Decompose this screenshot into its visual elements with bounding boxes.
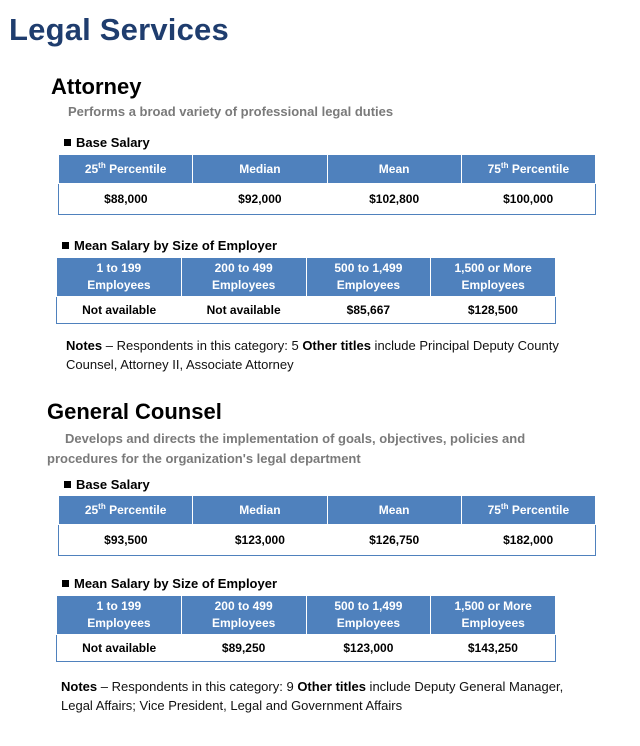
col-header-median: Median — [193, 496, 327, 525]
cell-1-to-199: Not available — [57, 635, 182, 662]
notes-label: Notes — [66, 338, 103, 353]
cell-1500-or-more: $143,250 — [431, 635, 556, 662]
cell-75th-percentile: $182,000 — [461, 525, 595, 556]
cell-mean: $126,750 — [327, 525, 461, 556]
cell-75th-percentile: $100,000 — [461, 184, 595, 215]
cell-200-to-499: Not available — [181, 297, 306, 324]
job-description-attorney: Performs a broad variety of professional legal duties — [68, 104, 394, 119]
col-header-200-to-499: 200 to 499 Employees — [181, 596, 306, 635]
col-header-1500-or-more: 1,500 or More Employees — [431, 258, 556, 297]
job-description-general-counsel: Develops and directs the implementation of goals, objectives, policies and procedures for the organization's legal department — [47, 431, 526, 466]
bullet-square-icon — [64, 139, 71, 146]
notes-attorney — [66, 336, 586, 374]
job-title-attorney: Attorney — [51, 74, 142, 99]
table-row — [59, 184, 596, 215]
employer-size-table-general-counsel — [56, 595, 556, 662]
notes-general-counsel — [61, 677, 581, 715]
other-titles-text: include Deputy General Manager, Legal Affairs; Vice President, Legal and Government Affairs — [61, 679, 564, 713]
table-header-row — [59, 496, 596, 525]
employer-size-heading-general-counsel: Mean Salary by Size of Employer — [62, 576, 277, 591]
table-header-row — [57, 258, 556, 297]
cell-1500-or-more: $128,500 — [431, 297, 556, 324]
bullet-square-icon — [62, 580, 69, 587]
cell-1-to-199: Not available — [57, 297, 182, 324]
employer-size-table-attorney — [56, 257, 556, 324]
col-header-75th-percentile: 75th Percentile — [461, 155, 595, 184]
notes-text: – Respondents in this category: 5 — [102, 338, 303, 353]
cell-500-to-1499: $123,000 — [306, 635, 431, 662]
base-salary-heading-attorney: Base Salary — [64, 135, 150, 150]
other-titles-label: Other titles — [297, 679, 366, 694]
notes-text: – Respondents in this category: 9 — [97, 679, 298, 694]
base-salary-table-general-counsel — [58, 495, 596, 556]
cell-median: $92,000 — [193, 184, 327, 215]
col-header-25th-percentile: 25th Percentile — [59, 496, 193, 525]
job-title-general-counsel: General Counsel — [47, 399, 222, 424]
col-header-500-to-1499: 500 to 1,499 Employees — [306, 258, 431, 297]
other-titles-label: Other titles — [302, 338, 371, 353]
bullet-square-icon — [62, 242, 69, 249]
col-header-mean: Mean — [327, 496, 461, 525]
table-row — [59, 525, 596, 556]
notes-label: Notes — [61, 679, 98, 694]
col-header-mean: Mean — [327, 155, 461, 184]
cell-25th-percentile: $93,500 — [59, 525, 193, 556]
col-header-500-to-1499: 500 to 1,499 Employees — [306, 596, 431, 635]
table-row — [57, 297, 556, 324]
cell-500-to-1499: $85,667 — [306, 297, 431, 324]
table-header-row — [59, 155, 596, 184]
page-title: Legal Services — [9, 12, 229, 47]
col-header-75th-percentile: 75th Percentile — [461, 496, 595, 525]
col-header-25th-percentile: 25th Percentile — [59, 155, 193, 184]
col-header-1-to-199: 1 to 199 Employees — [57, 596, 182, 635]
cell-median: $123,000 — [193, 525, 327, 556]
bullet-square-icon — [64, 481, 71, 488]
col-header-1500-or-more: 1,500 or More Employees — [431, 596, 556, 635]
base-salary-table-attorney — [58, 154, 596, 215]
base-salary-heading-general-counsel: Base Salary — [64, 477, 150, 492]
col-header-median: Median — [193, 155, 327, 184]
table-header-row — [57, 596, 556, 635]
employer-size-heading-attorney: Mean Salary by Size of Employer — [62, 238, 277, 253]
other-titles-text: include Principal Deputy County Counsel, Attorney II, Associate Attorney — [66, 338, 559, 372]
col-header-1-to-199: 1 to 199 Employees — [57, 258, 182, 297]
cell-25th-percentile: $88,000 — [59, 184, 193, 215]
cell-mean: $102,800 — [327, 184, 461, 215]
table-row — [57, 635, 556, 662]
cell-200-to-499: $89,250 — [181, 635, 306, 662]
col-header-200-to-499: 200 to 499 Employees — [181, 258, 306, 297]
